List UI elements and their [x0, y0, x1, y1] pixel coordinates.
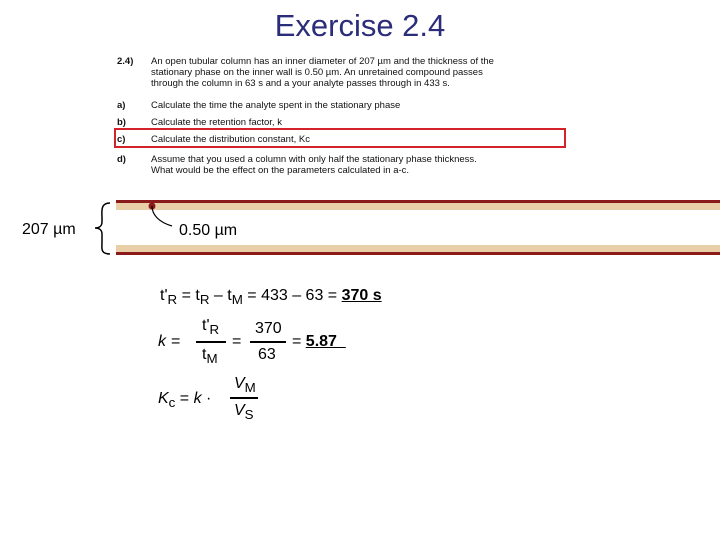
eq1-result: 370 s [341, 287, 382, 304]
exercise-statement-line-2: stationary phase on the inner wall is 0.50 µm. An unretained compound passes [151, 67, 483, 78]
part-a-letter: a) [117, 100, 126, 111]
column-bottom-wall [116, 252, 720, 255]
eq1-equals: = [177, 287, 196, 304]
eq1-lhs-sub: R [167, 292, 178, 308]
eq1-minus: – [209, 287, 228, 304]
eq3-dot: · [201, 390, 212, 407]
eq3-den-v: V [234, 402, 245, 419]
diameter-label: 207 µm [22, 221, 76, 238]
eq3-numerator [234, 375, 256, 395]
eq3-fraction-bar [230, 397, 258, 399]
eq1-arithmetic: = 433 – 63 = [242, 287, 342, 304]
part-d-text-line-2: What would be the effect on the parameters calculated in a-c. [151, 165, 410, 176]
bottom-stationary-phase [116, 245, 720, 252]
eq2-result-equals: = [292, 333, 306, 350]
eq2-num-sub: R [209, 322, 220, 338]
exercise-statement-line-1: An open tubular column has an inner diameter of 207 µm and the thickness of the [151, 56, 494, 67]
eq3-denominator [234, 402, 254, 422]
eq2-result-line [292, 333, 346, 351]
eq3-equals: = [175, 390, 194, 407]
eq2-numerator [202, 317, 219, 337]
eq3-k: k [193, 390, 202, 407]
equation-adjusted-retention-time [160, 287, 382, 307]
eq3-K-sub: c [168, 395, 176, 411]
eq1-lhs: t' [160, 287, 168, 304]
eq2-denominator [202, 346, 218, 366]
column-top-wall [116, 200, 720, 203]
eq1-tr-sub: R [199, 292, 210, 308]
eq1-tm: t [227, 287, 232, 304]
part-b-text: Calculate the retention factor, k [151, 117, 282, 128]
eq1-tm-sub: M [231, 292, 243, 308]
part-a-text: Calculate the time the analyte spent in the stationary phase [151, 100, 401, 111]
eq3-num-sub: M [244, 380, 256, 396]
slide-title: Exercise 2.4 [274, 8, 446, 43]
eq2-den-value: 63 [258, 346, 276, 363]
part-d-text-line-1: Assume that you used a column with only half the stationary phase thickness. [151, 154, 477, 165]
top-stationary-phase [116, 203, 720, 210]
part-c-text: Calculate the distribution constant, Kc [151, 134, 310, 145]
eq2-num-t: t' [202, 317, 210, 334]
exercise-number: 2.4) [117, 56, 134, 67]
eq2-k: k [158, 333, 166, 350]
eq2-result: 5.87 [305, 333, 346, 350]
exercise-statement-line-3: through the column in 63 s and a your analyte passes through in 433 s. [151, 78, 450, 89]
eq1-tr: t [195, 287, 200, 304]
diameter-brace [95, 203, 110, 254]
eq2-fraction-bar-1 [196, 341, 226, 343]
eq3-lhs [158, 390, 211, 410]
eq2-equals: = [171, 333, 181, 350]
eq3-num-v: V [234, 375, 245, 392]
eq2-den-t: t [202, 346, 207, 363]
eq2-equals-2: = [232, 333, 242, 350]
eq2-fraction-bar-2 [250, 341, 286, 343]
eq2-den-sub: M [206, 351, 218, 367]
eq3-den-sub: S [244, 407, 254, 423]
part-b-letter: b) [117, 117, 126, 128]
eq3-K: K [158, 390, 169, 407]
film-thickness-label: 0.50 µm [179, 222, 238, 239]
part-c-letter: c) [117, 134, 126, 145]
eq2-num-value: 370 [255, 320, 282, 337]
part-d-letter: d) [117, 154, 126, 165]
